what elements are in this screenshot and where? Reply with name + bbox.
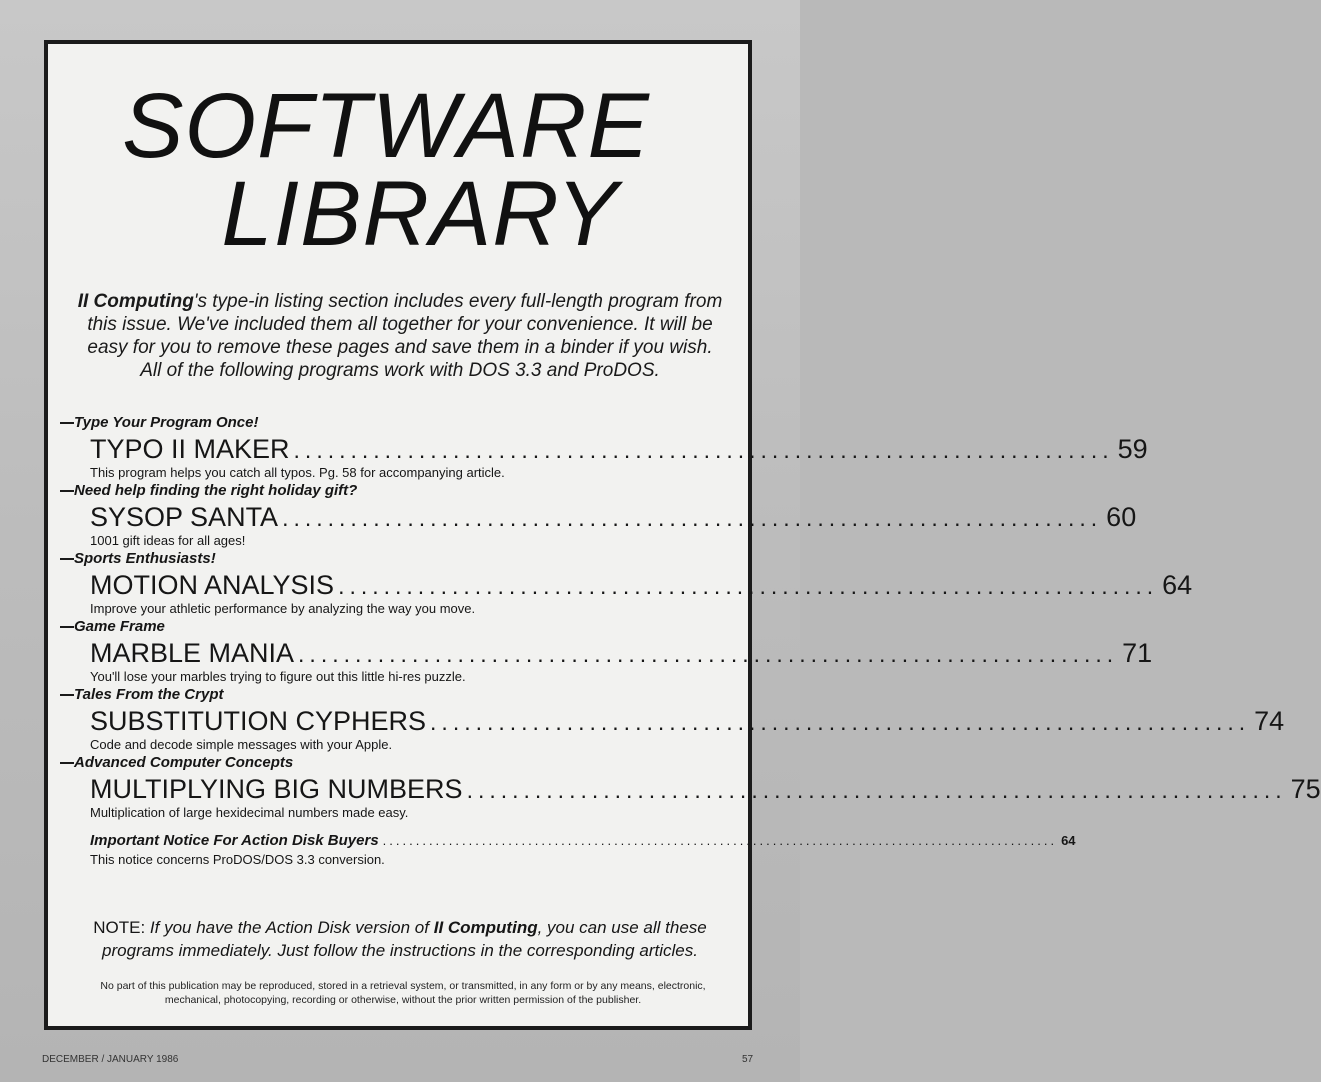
magazine-name: II Computing xyxy=(77,291,194,312)
entry-program-line xyxy=(90,638,1153,669)
dash-mark xyxy=(60,558,74,560)
entry-category: Type Your Program Once! xyxy=(60,414,259,431)
note-line-1: NOTE: If you have the Action Disk version of II Computing, you can use all these xyxy=(93,918,707,937)
entry-program-line xyxy=(90,502,1137,533)
page-number: 60 xyxy=(1106,502,1137,532)
copyright-notice: No part of this publication may be reproduced, stored in a retrieval system, or transmitted, in any form or by any means, electronic, mechanical, photocopying, recording or otherwise, without the prior written permission of the publisher. xyxy=(100,980,706,1006)
program-description: 1001 gift ideas for all ages! xyxy=(90,533,246,548)
notice-description: This notice concerns ProDOS/DOS 3.3 conversion. xyxy=(90,852,385,867)
intro-line-2: this issue. We've included them all together for your convenience. It will be xyxy=(87,314,713,335)
notice-title: Important Notice For Action Disk Buyers xyxy=(90,832,379,849)
dot-leader: ........................................................................ xyxy=(298,641,1119,667)
entry-category: Game Frame xyxy=(60,618,165,635)
issue-date: DECEMBER / JANUARY 1986 xyxy=(42,1054,179,1065)
entry-program-line xyxy=(90,706,1285,737)
program-name: MOTION ANALYSIS xyxy=(90,570,335,600)
program-description: You'll lose your marbles trying to figure out this little hi-res puzzle. xyxy=(90,669,466,684)
note-label: NOTE: xyxy=(93,918,146,937)
folio-page-number: 57 xyxy=(742,1054,754,1065)
note-line-2: programs immediately. Just follow the instructions in the corresponding articles. xyxy=(102,941,698,960)
entry-category: Advanced Computer Concepts xyxy=(60,754,293,771)
page-number: 71 xyxy=(1122,638,1153,668)
page-number: 64 xyxy=(1162,570,1193,600)
page-title-line-2: LIBRARY xyxy=(221,163,619,265)
program-description: Code and decode simple messages with your Apple. xyxy=(90,737,393,752)
page-number: 75 xyxy=(1290,774,1321,804)
program-name: TYPO II MAKER xyxy=(90,434,290,464)
program-name: MARBLE MANIA xyxy=(90,638,295,668)
dot-leader: ........................................................................ xyxy=(430,709,1251,735)
entry-program-line xyxy=(90,570,1193,601)
dash-mark xyxy=(60,762,74,764)
intro-paragraph xyxy=(76,290,724,382)
program-description: This program helps you catch all typos. Pg. 58 for accompanying article. xyxy=(90,465,505,480)
intro-line-3: easy for you to remove these pages and save them in a binder if you wish. xyxy=(87,337,713,358)
intro-line-1: II Computing's type-in listing section includes every full-length program from xyxy=(77,291,723,312)
dot-leader: ........................................................................ xyxy=(293,437,1114,463)
entry-category: Tales From the Crypt xyxy=(60,686,223,703)
page-number: 59 xyxy=(1117,434,1148,464)
dot-leader: ........................................................................ xyxy=(282,505,1103,531)
entry-category: Need help finding the right holiday gift? xyxy=(60,482,357,499)
dot-leader: ........................................................................ xyxy=(338,573,1159,599)
program-name: SUBSTITUTION CYPHERS xyxy=(90,706,427,736)
dot-leader: ........................................................................ xyxy=(466,777,1287,803)
program-description: Improve your athletic performance by analyzing the way you move. xyxy=(90,601,476,616)
dash-mark xyxy=(60,490,74,492)
program-name: SYSOP SANTA xyxy=(90,502,279,532)
software-library-panel xyxy=(44,40,1321,1030)
entry-program-line xyxy=(90,434,1148,465)
dot-leader: ...................................................................................................... xyxy=(382,833,1058,848)
notice-line xyxy=(90,832,1076,850)
page-title-line-1: SOFTWARE xyxy=(122,75,650,177)
entry-category: Sports Enthusiasts! xyxy=(60,550,216,567)
action-disk-notice xyxy=(90,832,1076,868)
intro-line-4: All of the following programs work with DOS 3.3 and ProDOS. xyxy=(140,360,660,381)
action-disk-note xyxy=(76,916,724,962)
magazine-name: II Computing xyxy=(433,918,538,937)
page-number: 74 xyxy=(1254,706,1285,736)
program-description: Multiplication of large hexidecimal numbers made easy. xyxy=(90,805,409,820)
entry-program-line xyxy=(90,774,1321,805)
dash-mark xyxy=(60,694,74,696)
dash-mark xyxy=(60,626,74,628)
program-name: MULTIPLYING BIG NUMBERS xyxy=(90,774,463,804)
notice-page-number: 64 xyxy=(1061,833,1076,848)
dash-mark xyxy=(60,422,74,424)
